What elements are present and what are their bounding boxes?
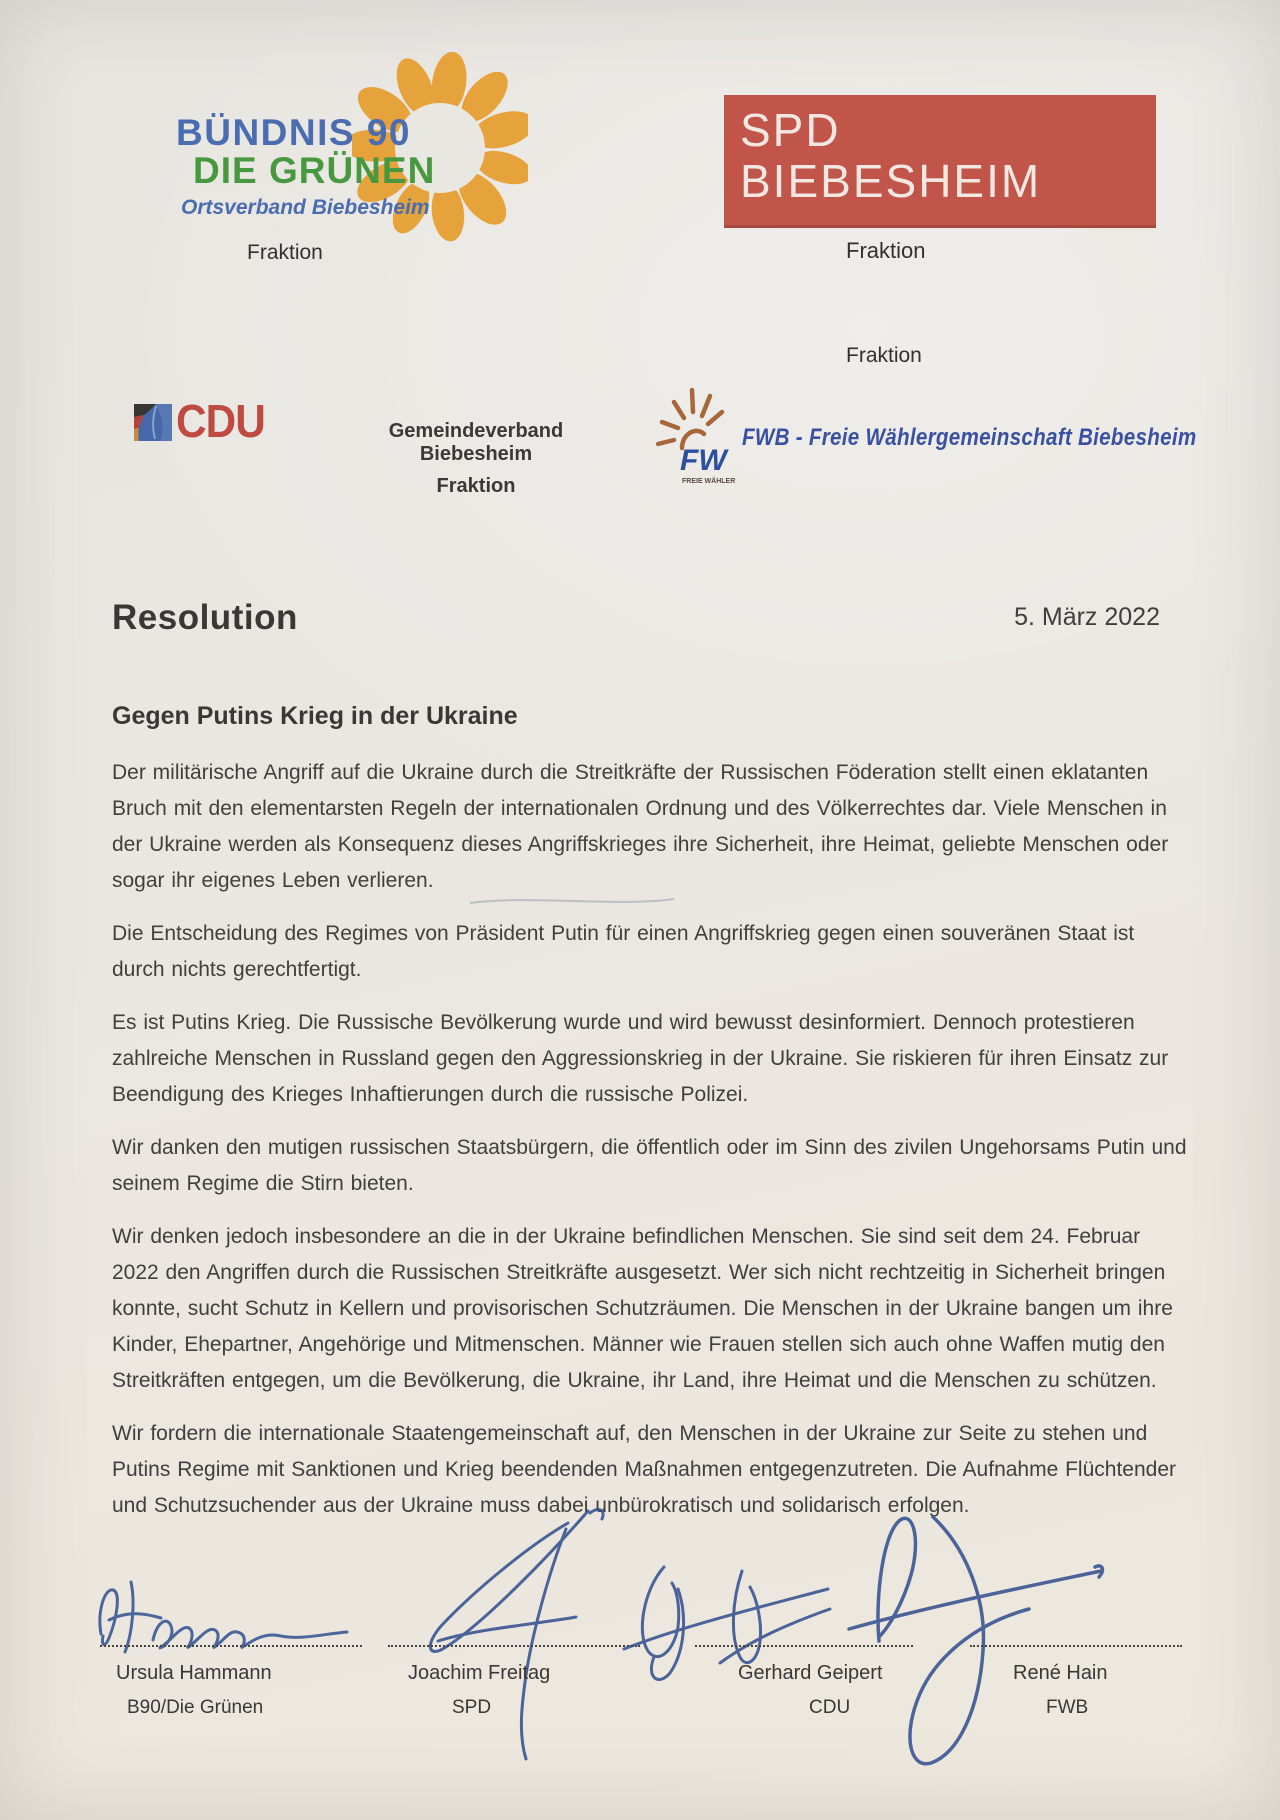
- signatory-name: Joachim Freitag: [408, 1662, 551, 1684]
- letter-body: [112, 598, 1188, 1541]
- pen-smudge-mark: [468, 893, 678, 909]
- signature-line: [100, 1645, 362, 1647]
- cdu-wordmark: CDU: [176, 395, 265, 447]
- spd-banner: [724, 95, 1156, 228]
- gruene-fraktion-label: Fraktion: [247, 241, 323, 264]
- fwb-title: FWB - Freie Wählergemeinschaft Biebesheim: [742, 424, 1197, 451]
- subject-heading: Gegen Putins Krieg in der Ukraine: [112, 702, 518, 730]
- fw-sun-logo-icon: [648, 382, 738, 490]
- signatory-party: SPD: [452, 1697, 492, 1718]
- cdu-caption: [330, 420, 622, 498]
- gruene-logo-line1: BÜNDNIS 90: [176, 112, 411, 153]
- page-title: Resolution: [112, 598, 298, 637]
- signatory-party: FWB: [1046, 1697, 1089, 1718]
- fw-sub-caption: FREIE WÄHLER: [682, 478, 736, 485]
- document-date: 5. März 2022: [1014, 603, 1160, 631]
- title-row: [112, 598, 1188, 638]
- cdu-caption-line2: Fraktion: [436, 475, 516, 497]
- paragraph: Wir danken den mutigen russischen Staatsbürgern, die öffentlich oder im Sinn des zivilen Ungehorsams Putin und seinem Regime die Stirn bieten.: [112, 1136, 1187, 1195]
- gruene-logo-line2: DIE GRÜNEN: [193, 150, 436, 191]
- signature-rene-hain-ink: [815, 1505, 1105, 1775]
- cdu-caption-line1: Gemeindeverband Biebesheim: [388, 420, 564, 465]
- signatory-name: Gerhard Geipert: [738, 1662, 883, 1684]
- gruene-ortsverband-label: Ortsverband Biebesheim: [181, 196, 430, 219]
- spd-fraktion-label: Fraktion: [846, 238, 926, 263]
- paragraphs: [112, 755, 1188, 1524]
- signature-line: [970, 1645, 1182, 1647]
- signature-block-b90: [95, 1500, 395, 1800]
- svg-text:FW: FW: [680, 444, 727, 477]
- paragraph: Der militärische Angriff auf die Ukraine durch die Streitkräfte der Russischen Föderation stellt einen eklatanten Bruch mit den elementarsten Regeln der internationalen Ordnung und des Völkerrechtes dar. Viele Menschen in der Ukraine werden als Konsequenz dieses Angriffskrieges ihre Sicherheit, ihre Heimat, geliebte Menschen oder sogar ihr eigenes Leben verlieren.: [112, 761, 1169, 892]
- signatory-name: Ursula Hammann: [116, 1662, 272, 1684]
- signatory-party: B90/Die Grünen: [127, 1697, 264, 1718]
- spd-banner-text: SPD BIEBESHEIM: [740, 104, 1042, 207]
- signatory-name: René Hain: [1013, 1662, 1108, 1684]
- paragraph: Wir fordern die internationale Staatengemeinschaft auf, den Menschen in der Ukraine zur Seite zu stehen und Putins Regime mit Sanktionen und Krieg beendenden Maßnahmen entgegenzutreten. Die Aufnahme Flüchtender und Schutzsuchender aus der Ukraine muss dabei unbürokratisch und solidarisch erfolgen.: [112, 1422, 1177, 1517]
- signature-block-fwb: [810, 1495, 1110, 1795]
- paragraph: Es ist Putins Krieg. Die Russische Bevölkerung wurde und wird bewusst desinformiert. Dennoch protestieren zahlreiche Menschen in Russland gegen den Aggressionskrieg in der Ukraine. Sie riskieren für ihren Einsatz zur Beendigung des Krieges Inhaftierungen durch die russische Polizei.: [112, 1011, 1169, 1106]
- cdu-flag-icon: [134, 404, 172, 441]
- signature-ursula-hammann-ink: [95, 1560, 385, 1672]
- paragraph: Wir denken jedoch insbesondere an die in der Ukraine befindlichen Menschen. Sie sind seit dem 24. Februar 2022 den Angriffen durch die Russischen Streitkräfte ausgesetzt. Wer sich nicht rechtzeitig in Sicherheit bringen konnte, sucht Schutz in Kellern und provisorischen Schutzräumen. Die Menschen in der Ukraine bangen um ihre Kinder, Ehepartner, Angehörige und Mitmenschen. Männer wie Frauen stellen sich auch ohne Waffen mutig den Streitkräften entgegen, um die Bevölkerung, die Ukraine, ihr Land, ihre Heimat und die Menschen zu schützen.: [112, 1225, 1173, 1392]
- paragraph: Die Entscheidung des Regimes von Präsident Putin für einen Angriffskrieg gegen einen souveränen Staat ist durch nichts gerechtfertigt.: [112, 922, 1135, 981]
- signatory-party: CDU: [809, 1697, 851, 1718]
- fwb-fraktion-label: Fraktion: [846, 344, 922, 367]
